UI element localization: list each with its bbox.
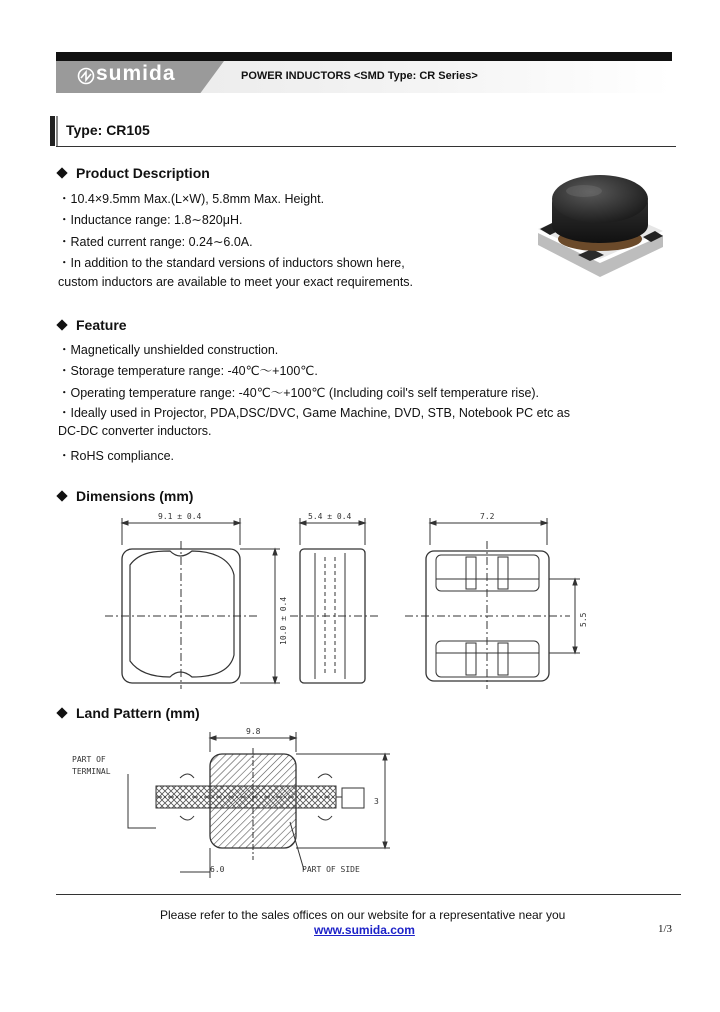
terminal-label-2: TERMINAL bbox=[72, 767, 111, 776]
feature-line: ・Operating temperature range: -40℃～+100℃ (Including coil's self temperature rise). bbox=[58, 386, 540, 400]
type-divider bbox=[56, 146, 676, 147]
heading-text: Product Description bbox=[76, 165, 210, 181]
dim-bottom-width-label: 7.2 bbox=[480, 512, 495, 521]
description-line: ・Rated current range: 0.24∼6.0A. bbox=[58, 235, 253, 249]
feature-heading bbox=[56, 317, 127, 333]
feature-line: DC-DC converter inductors. bbox=[58, 424, 212, 438]
type-marker-bar bbox=[50, 116, 55, 146]
description-line: custom inductors are available to meet your exact requirements. bbox=[58, 275, 414, 289]
sumida-logo-icon bbox=[77, 67, 95, 85]
dimensions-heading bbox=[56, 488, 193, 504]
description-line: ・10.4×9.5mm Max.(L×W), 5.8mm Max. Height. bbox=[58, 192, 325, 206]
land-bottom-left-label: 6.0 bbox=[210, 865, 225, 874]
heading-text: Dimensions (mm) bbox=[76, 488, 194, 504]
diamond-bullet-icon bbox=[56, 319, 67, 330]
dim-depth-label: 5.4 ± 0.4 bbox=[308, 512, 352, 521]
footer-divider bbox=[56, 894, 681, 895]
inductor-product-image bbox=[528, 163, 673, 283]
feature-line: ・RoHS compliance. bbox=[58, 449, 175, 463]
land-gap-label: 3 bbox=[374, 797, 379, 806]
website-link[interactable]: www.sumida.com bbox=[314, 923, 415, 937]
diamond-bullet-icon bbox=[56, 490, 67, 501]
dim-height-label: 10.0 ± 0.4 bbox=[279, 596, 288, 645]
heading-text: Land Pattern (mm) bbox=[76, 705, 200, 721]
brand-name: sumida bbox=[96, 62, 176, 85]
description-line: ・In addition to the standard versions of inductors shown here, bbox=[58, 256, 405, 270]
feature-line: ・Ideally used in Projector, PDA,DSC/DVC, Game Machine, DVD, STB, Notebook PC etc as bbox=[58, 406, 571, 420]
land-width-label: 9.8 bbox=[246, 727, 261, 736]
footer-note: Please refer to the sales offices on our website for a representative near you bbox=[160, 908, 566, 922]
dim-bottom-gap-label: 5.5 bbox=[579, 612, 588, 627]
dim-width-label: 9.1 ± 0.4 bbox=[158, 512, 202, 521]
diamond-bullet-icon bbox=[56, 707, 67, 718]
product-description-heading bbox=[56, 165, 210, 181]
heading-text: Feature bbox=[76, 317, 127, 333]
header-top-bar bbox=[56, 52, 672, 61]
page-number: 1/3 bbox=[658, 923, 673, 935]
dimensions-drawing bbox=[100, 505, 600, 690]
land-pattern-heading bbox=[56, 705, 200, 721]
land-pattern-drawing bbox=[60, 722, 400, 882]
description-line: ・Inductance range: 1.8∼820μH. bbox=[58, 213, 243, 227]
product-type-label: Type: CR105 bbox=[66, 122, 150, 138]
type-marker-bar-shadow bbox=[56, 116, 58, 146]
diamond-bullet-icon bbox=[56, 167, 67, 178]
land-bottom-right-label: PART OF SIDE bbox=[302, 865, 360, 874]
feature-line: ・Storage temperature range: -40℃～+100℃. bbox=[58, 364, 318, 378]
terminal-label-1: PART OF bbox=[72, 755, 106, 764]
page-header-title: POWER INDUCTORS <SMD Type: CR Series> bbox=[241, 70, 478, 82]
feature-line: ・Magnetically unshielded construction. bbox=[58, 343, 279, 357]
